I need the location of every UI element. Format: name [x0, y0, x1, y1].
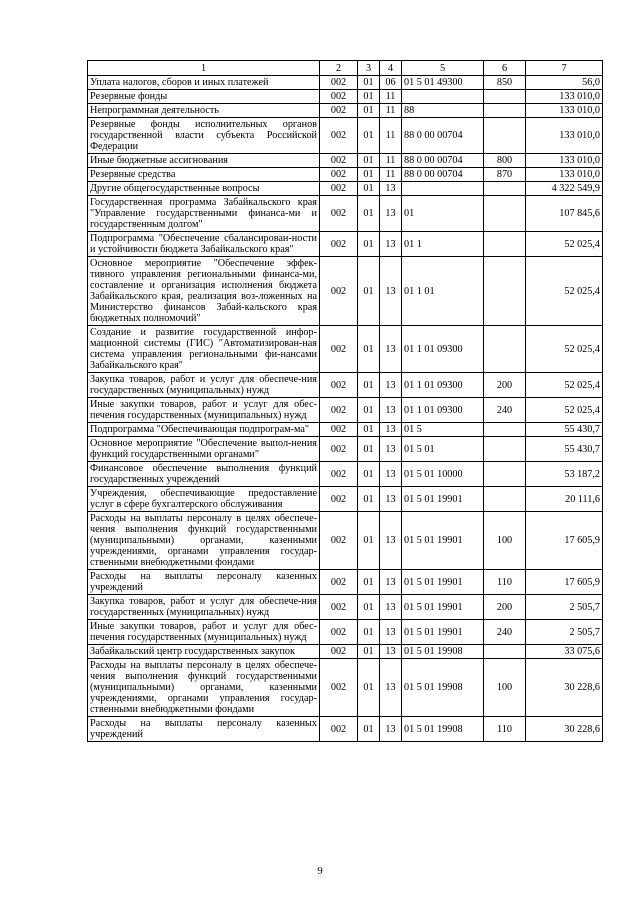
row-name: Иные бюджетные ассигнования — [88, 154, 320, 168]
row-rz: 01 — [358, 232, 380, 257]
row-sum: 56,0 — [526, 76, 603, 90]
row-vr — [484, 462, 526, 487]
row-name: Основное мероприятие "Обеспечение выпол-нения функций государственными органами" — [88, 437, 320, 462]
row-sum: 17 605,9 — [526, 512, 603, 570]
row-vr — [484, 645, 526, 659]
row-pr: 13 — [380, 462, 402, 487]
row-rz: 01 — [358, 373, 380, 398]
table-row — [88, 570, 603, 595]
row-sum: 52 025,4 — [526, 373, 603, 398]
row-pr: 13 — [380, 232, 402, 257]
row-name: Иные закупки товаров, работ и услуг для обес-печения государственных (муниципальных) нужд — [88, 620, 320, 645]
row-rz: 01 — [358, 487, 380, 512]
row-pr: 06 — [380, 76, 402, 90]
row-sum: 33 075,6 — [526, 645, 603, 659]
row-pr: 11 — [380, 118, 402, 154]
row-name: Финансовое обеспечение выполнения функций государственных учреждений — [88, 462, 320, 487]
row-csr: 01 1 01 09300 — [402, 326, 484, 373]
row-csr: 88 0 00 00704 — [402, 118, 484, 154]
row-sum: 107 845,6 — [526, 196, 603, 232]
row-name: Расходы на выплаты персоналу казенных учреждений — [88, 717, 320, 742]
row-name: Расходы на выплаты персоналу в целях обеспече-чения выполнения функций государственными (муниципальными) органами, казенными учреждениями, органами управления государ-ственными внебюджетными фондами — [88, 659, 320, 717]
row-sum: 55 430,7 — [526, 437, 603, 462]
header-cell-6: 6 — [484, 61, 526, 76]
row-csr: 01 1 — [402, 232, 484, 257]
row-csr: 01 — [402, 196, 484, 232]
row-name: Подпрограмма "Обеспечивающая подпрограм-ма" — [88, 423, 320, 437]
row-vr — [484, 232, 526, 257]
row-name: Другие общегосударственные вопросы — [88, 182, 320, 196]
row-vr: 110 — [484, 717, 526, 742]
row-pr: 11 — [380, 154, 402, 168]
row-pr: 13 — [380, 659, 402, 717]
row-vr — [484, 118, 526, 154]
row-rz: 01 — [358, 398, 380, 423]
header-row — [88, 61, 603, 76]
row-vr: 100 — [484, 512, 526, 570]
row-csr: 88 0 00 00704 — [402, 168, 484, 182]
row-vr — [484, 257, 526, 326]
row-sum: 52 025,4 — [526, 232, 603, 257]
row-vr: 200 — [484, 373, 526, 398]
row-name: Учреждения, обеспечивающие предоставление услуг в сфере бухгалтерского обслуживания — [88, 487, 320, 512]
table-row — [88, 487, 603, 512]
row-csr: 01 5 01 — [402, 437, 484, 462]
row-sum: 30 228,6 — [526, 659, 603, 717]
row-pr: 11 — [380, 104, 402, 118]
row-vr — [484, 487, 526, 512]
row-sum: 2 505,7 — [526, 595, 603, 620]
row-csr: 01 1 01 — [402, 257, 484, 326]
row-vr — [484, 437, 526, 462]
row-rz: 01 — [358, 462, 380, 487]
row-csr: 01 1 01 09300 — [402, 398, 484, 423]
row-rz: 01 — [358, 257, 380, 326]
header-cell-1: 1 — [88, 61, 320, 76]
row-rz: 01 — [358, 717, 380, 742]
row-vr: 200 — [484, 595, 526, 620]
table-row — [88, 257, 603, 326]
table-row — [88, 118, 603, 154]
row-vr — [484, 326, 526, 373]
row-gr: 002 — [320, 196, 358, 232]
table-row — [88, 182, 603, 196]
header-cell-2: 2 — [320, 61, 358, 76]
page-number: 9 — [317, 865, 323, 877]
table-row — [88, 104, 603, 118]
row-csr: 01 5 — [402, 423, 484, 437]
table-row — [88, 595, 603, 620]
table-row — [88, 90, 603, 104]
row-csr: 01 5 01 10000 — [402, 462, 484, 487]
header-cell-7: 7 — [526, 61, 603, 76]
row-gr: 002 — [320, 462, 358, 487]
row-rz: 01 — [358, 645, 380, 659]
row-pr: 11 — [380, 90, 402, 104]
row-gr: 002 — [320, 570, 358, 595]
row-vr — [484, 423, 526, 437]
row-vr: 800 — [484, 154, 526, 168]
table-row — [88, 717, 603, 742]
row-rz: 01 — [358, 76, 380, 90]
row-csr: 01 5 01 49300 — [402, 76, 484, 90]
row-gr: 002 — [320, 257, 358, 326]
row-rz: 01 — [358, 570, 380, 595]
row-pr: 13 — [380, 487, 402, 512]
row-rz: 01 — [358, 512, 380, 570]
table-row — [88, 659, 603, 717]
table-row — [88, 196, 603, 232]
row-csr: 01 1 01 09300 — [402, 373, 484, 398]
row-gr: 002 — [320, 326, 358, 373]
row-csr: 88 — [402, 104, 484, 118]
row-gr: 002 — [320, 659, 358, 717]
header-cell-4: 4 — [380, 61, 402, 76]
row-pr: 13 — [380, 398, 402, 423]
row-pr: 13 — [380, 196, 402, 232]
row-pr: 13 — [380, 423, 402, 437]
row-name: Создание и развитие государственной инфор-мационной системы (ГИС) "Автоматизирован-ная система управления региональными фи-нансами Забайкальского края" — [88, 326, 320, 373]
row-pr: 13 — [380, 595, 402, 620]
row-gr: 002 — [320, 90, 358, 104]
row-sum: 52 025,4 — [526, 326, 603, 373]
row-csr: 01 5 01 19901 — [402, 595, 484, 620]
table-row — [88, 437, 603, 462]
row-name: Забайкальский центр государственных закупок — [88, 645, 320, 659]
row-pr: 13 — [380, 717, 402, 742]
row-rz: 01 — [358, 659, 380, 717]
row-sum: 17 605,9 — [526, 570, 603, 595]
row-gr: 002 — [320, 118, 358, 154]
row-name: Резервные средства — [88, 168, 320, 182]
row-pr: 13 — [380, 620, 402, 645]
row-sum: 2 505,7 — [526, 620, 603, 645]
row-gr: 002 — [320, 398, 358, 423]
table-row — [88, 232, 603, 257]
row-sum: 55 430,7 — [526, 423, 603, 437]
header-cell-3: 3 — [358, 61, 380, 76]
row-vr: 110 — [484, 570, 526, 595]
row-gr: 002 — [320, 182, 358, 196]
row-vr: 100 — [484, 659, 526, 717]
table-row — [88, 620, 603, 645]
row-rz: 01 — [358, 620, 380, 645]
row-pr: 13 — [380, 326, 402, 373]
row-gr: 002 — [320, 645, 358, 659]
header-cell-5: 5 — [402, 61, 484, 76]
row-sum: 4 322 549,9 — [526, 182, 603, 196]
row-pr: 13 — [380, 437, 402, 462]
row-csr — [402, 90, 484, 104]
row-name: Подпрограмма "Обеспечение сбалансирован-ности и устойчивости бюджета Забайкальского края" — [88, 232, 320, 257]
row-csr: 01 5 01 19901 — [402, 620, 484, 645]
row-csr — [402, 182, 484, 196]
row-vr: 240 — [484, 398, 526, 423]
row-vr: 240 — [484, 620, 526, 645]
row-rz: 01 — [358, 437, 380, 462]
row-rz: 01 — [358, 154, 380, 168]
row-gr: 002 — [320, 373, 358, 398]
row-sum: 133 010,0 — [526, 168, 603, 182]
row-gr: 002 — [320, 512, 358, 570]
table-row — [88, 326, 603, 373]
row-vr — [484, 104, 526, 118]
row-name: Иные закупки товаров, работ и услуг для обес-печения государственных (муниципальных) нужд — [88, 398, 320, 423]
row-sum: 133 010,0 — [526, 118, 603, 154]
table-body — [88, 61, 603, 742]
row-vr: 870 — [484, 168, 526, 182]
table-row — [88, 373, 603, 398]
row-csr: 01 5 01 19901 — [402, 570, 484, 595]
row-gr: 002 — [320, 595, 358, 620]
row-csr: 01 5 01 19908 — [402, 717, 484, 742]
row-sum: 30 228,6 — [526, 717, 603, 742]
row-gr: 002 — [320, 232, 358, 257]
row-rz: 01 — [358, 182, 380, 196]
row-pr: 11 — [380, 168, 402, 182]
row-rz: 01 — [358, 595, 380, 620]
row-rz: 01 — [358, 168, 380, 182]
row-pr: 13 — [380, 257, 402, 326]
row-csr: 01 5 01 19901 — [402, 512, 484, 570]
row-vr — [484, 182, 526, 196]
row-sum: 53 187,2 — [526, 462, 603, 487]
row-csr: 88 0 00 00704 — [402, 154, 484, 168]
row-pr: 13 — [380, 570, 402, 595]
row-name: Расходы на выплаты персоналу казенных учреждений — [88, 570, 320, 595]
row-csr: 01 5 01 19908 — [402, 659, 484, 717]
table-row — [88, 398, 603, 423]
row-pr: 13 — [380, 512, 402, 570]
row-gr: 002 — [320, 104, 358, 118]
row-gr: 002 — [320, 154, 358, 168]
table-row — [88, 512, 603, 570]
table-row — [88, 168, 603, 182]
row-gr: 002 — [320, 487, 358, 512]
row-name: Резервные фонды — [88, 90, 320, 104]
row-name: Государственная программа Забайкальского края "Управление государственными финанса-ми и государственным долгом" — [88, 196, 320, 232]
row-vr — [484, 196, 526, 232]
row-name: Закупка товаров, работ и услуг для обеспече-ния государственных (муниципальных) нужд — [88, 373, 320, 398]
row-csr: 01 5 01 19901 — [402, 487, 484, 512]
row-name: Закупка товаров, работ и услуг для обеспече-ния государственных (муниципальных) нужд — [88, 595, 320, 620]
row-rz: 01 — [358, 326, 380, 373]
row-rz: 01 — [358, 423, 380, 437]
row-rz: 01 — [358, 196, 380, 232]
row-sum: 133 010,0 — [526, 90, 603, 104]
table-row — [88, 154, 603, 168]
row-gr: 002 — [320, 437, 358, 462]
row-rz: 01 — [358, 118, 380, 154]
table-row — [88, 462, 603, 487]
row-pr: 13 — [380, 373, 402, 398]
budget-table — [87, 60, 603, 742]
table-row — [88, 76, 603, 90]
table-row — [88, 423, 603, 437]
row-sum: 133 010,0 — [526, 104, 603, 118]
row-name: Непрограммная деятельность — [88, 104, 320, 118]
row-gr: 002 — [320, 76, 358, 90]
row-pr: 13 — [380, 182, 402, 196]
row-rz: 01 — [358, 90, 380, 104]
row-pr: 13 — [380, 645, 402, 659]
row-sum: 20 111,6 — [526, 487, 603, 512]
row-csr: 01 5 01 19908 — [402, 645, 484, 659]
row-name: Резервные фонды исполнительных органов государственной власти субъекта Российской Федерации — [88, 118, 320, 154]
table-row — [88, 645, 603, 659]
row-sum: 133 010,0 — [526, 154, 603, 168]
row-gr: 002 — [320, 620, 358, 645]
row-gr: 002 — [320, 168, 358, 182]
row-name: Расходы на выплаты персоналу в целях обеспече-чения выполнения функций государственными (муниципальными) органами, казенными учреждениями, органами управления государ-ственными внебюджетными фондами — [88, 512, 320, 570]
row-vr — [484, 90, 526, 104]
row-name: Уплата налогов, сборов и иных платежей — [88, 76, 320, 90]
row-name: Основное мероприятие "Обеспечение эффек-тивного управления региональными финанса-ми, составление и организация исполнения бюджета Забайкальского края, реализация воз-ложенных на Министерство финансов Забай-кальского края бюджетных полномочий" — [88, 257, 320, 326]
row-gr: 002 — [320, 717, 358, 742]
row-vr: 850 — [484, 76, 526, 90]
row-rz: 01 — [358, 104, 380, 118]
row-gr: 002 — [320, 423, 358, 437]
row-sum: 52 025,4 — [526, 257, 603, 326]
row-sum: 52 025,4 — [526, 398, 603, 423]
